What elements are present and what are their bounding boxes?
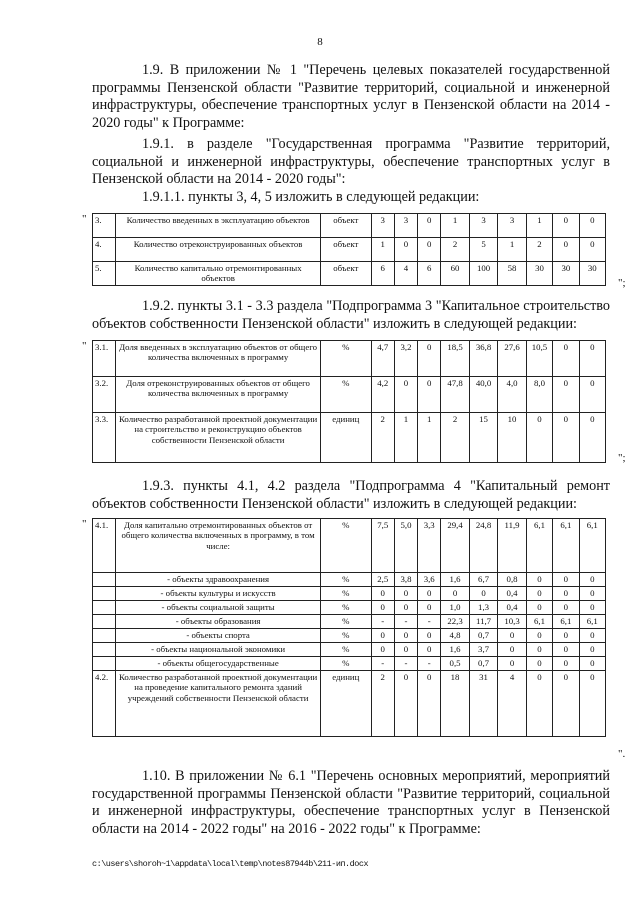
value-cell: 0 <box>553 657 579 671</box>
indicator-name: Количество разработанной проектной документации на строительство и реконструкцию объектов собственности Пензенской области <box>116 413 321 463</box>
table-row <box>93 238 606 262</box>
value-cell: 6 <box>418 262 441 286</box>
value-cell: 0 <box>526 657 552 671</box>
table-row <box>93 629 606 643</box>
row-number: 5. <box>93 262 116 286</box>
value-cell: 1,3 <box>469 601 498 615</box>
table-row <box>93 671 606 737</box>
value-cell: 0 <box>498 643 527 657</box>
unit-cell: % <box>320 377 371 413</box>
value-cell: 0 <box>526 671 552 737</box>
value-cell: 1 <box>498 238 527 262</box>
row-number: 3. <box>93 214 116 238</box>
value-cell: 0 <box>526 413 552 463</box>
value-cell: 4,0 <box>498 377 527 413</box>
table-row <box>93 214 606 238</box>
value-cell: 0 <box>371 601 394 615</box>
value-cell: 4 <box>394 262 417 286</box>
footer-file-path: c:\users\shoroh~1\appdata\local\temp\notes87944b\211-ип.docx <box>92 859 369 869</box>
value-cell: 3,3 <box>418 519 441 573</box>
row-number: 3.1. <box>93 341 116 377</box>
table-row <box>93 573 606 587</box>
value-cell: 0 <box>526 643 552 657</box>
value-cell: 0 <box>553 643 579 657</box>
value-cell: 0 <box>553 238 579 262</box>
value-cell: 0 <box>553 573 579 587</box>
value-cell: 0,7 <box>469 657 498 671</box>
value-cell: 10 <box>498 413 527 463</box>
value-cell: 0 <box>553 671 579 737</box>
value-cell: 0 <box>579 238 605 262</box>
value-cell: 0 <box>498 629 527 643</box>
unit-cell: объект <box>320 238 371 262</box>
value-cell: 5,0 <box>394 519 417 573</box>
value-cell: 18 <box>441 671 470 737</box>
table-row <box>93 601 606 615</box>
value-cell: 0 <box>371 629 394 643</box>
value-cell: 6,1 <box>579 519 605 573</box>
indicator-name: Количество капитально отремонтированных объектов <box>116 262 321 286</box>
value-cell: 0 <box>579 629 605 643</box>
value-cell: 6,1 <box>553 519 579 573</box>
value-cell: 0,8 <box>498 573 527 587</box>
value-cell: 1,6 <box>441 643 470 657</box>
indicator-name: Количество введенных в эксплуатацию объектов <box>116 214 321 238</box>
value-cell: 4,7 <box>371 341 394 377</box>
value-cell: 2 <box>441 238 470 262</box>
row-number <box>93 615 116 629</box>
unit-cell: % <box>320 601 371 615</box>
indicator-name: Доля капитально отремонтированных объектов от общего количества включенных в программу, в том числе: <box>116 519 321 573</box>
value-cell: 0 <box>394 643 417 657</box>
value-cell: 6,1 <box>553 615 579 629</box>
indicator-name: Доля введенных в эксплуатацию объектов от общего количества включенных в программу <box>116 341 321 377</box>
value-cell: 15 <box>469 413 498 463</box>
value-cell: 6,1 <box>526 615 552 629</box>
value-cell: 2 <box>526 238 552 262</box>
value-cell: 0 <box>418 587 441 601</box>
indicator-name: - объекты социальной защиты <box>116 601 321 615</box>
value-cell: 0 <box>526 601 552 615</box>
value-cell: 31 <box>469 671 498 737</box>
value-cell: 0 <box>371 587 394 601</box>
indicator-name: - объекты культуры и искусств <box>116 587 321 601</box>
value-cell: 2 <box>441 413 470 463</box>
value-cell: 0 <box>418 341 441 377</box>
value-cell: 0 <box>526 587 552 601</box>
unit-cell: % <box>320 615 371 629</box>
value-cell: 0 <box>418 214 441 238</box>
indicator-name: - объекты спорта <box>116 629 321 643</box>
value-cell: 47,8 <box>441 377 470 413</box>
row-number: 3.3. <box>93 413 116 463</box>
value-cell: 10,3 <box>498 615 527 629</box>
value-cell: 3,2 <box>394 341 417 377</box>
paragraph-1-9-1: 1.9.1. в разделе "Государственная программа "Развитие территорий, социальной и инженерной инфраструктуры, обеспечение транспортных услуг в Пензенской области на 2014 - 2020 годы": <box>92 136 610 187</box>
value-cell: 0 <box>579 657 605 671</box>
indicator-name: Количество разработанной проектной документации на проведение капитального ремонта зданий учреждений собственности Пензенской области <box>116 671 321 737</box>
value-cell: 30 <box>579 262 605 286</box>
value-cell: 2 <box>371 413 394 463</box>
indicator-name: - объекты образования <box>116 615 321 629</box>
unit-cell: % <box>320 573 371 587</box>
table-row <box>93 341 606 377</box>
value-cell: - <box>371 657 394 671</box>
value-cell: 1,6 <box>441 573 470 587</box>
value-cell: 6 <box>371 262 394 286</box>
value-cell: 0 <box>579 671 605 737</box>
unit-cell: % <box>320 657 371 671</box>
value-cell: - <box>394 615 417 629</box>
value-cell: 29,4 <box>441 519 470 573</box>
unit-cell: % <box>320 519 371 573</box>
table-row <box>93 519 606 573</box>
value-cell: 7,5 <box>371 519 394 573</box>
value-cell: 0 <box>441 587 470 601</box>
value-cell: 100 <box>469 262 498 286</box>
value-cell: 2,5 <box>371 573 394 587</box>
value-cell: 1 <box>418 413 441 463</box>
value-cell: 0 <box>394 238 417 262</box>
value-cell: 10,5 <box>526 341 552 377</box>
value-cell: 1 <box>371 238 394 262</box>
row-number <box>93 601 116 615</box>
indicator-name: Количество отреконструированных объектов <box>116 238 321 262</box>
value-cell: 0 <box>394 601 417 615</box>
quote-open-3: " <box>82 518 87 530</box>
unit-cell: % <box>320 587 371 601</box>
value-cell: 0 <box>579 341 605 377</box>
value-cell: 3,7 <box>469 643 498 657</box>
value-cell: 0 <box>394 377 417 413</box>
value-cell: 11,9 <box>498 519 527 573</box>
value-cell: 0 <box>526 629 552 643</box>
value-cell: 0 <box>553 629 579 643</box>
value-cell: 3,8 <box>394 573 417 587</box>
table-2 <box>92 340 606 463</box>
value-cell: 0 <box>394 587 417 601</box>
value-cell: 1 <box>441 214 470 238</box>
value-cell: 27,6 <box>498 341 527 377</box>
row-number <box>93 657 116 671</box>
value-cell: 3 <box>394 214 417 238</box>
indicator-name: Доля отреконструированных объектов от общего количества включенных в программу <box>116 377 321 413</box>
value-cell: 4,8 <box>441 629 470 643</box>
quote-close-3: ". <box>618 748 626 760</box>
value-cell: 0 <box>371 643 394 657</box>
table-row <box>93 587 606 601</box>
quote-close-1: "; <box>618 277 626 289</box>
indicator-name: - объекты общегосударственные <box>116 657 321 671</box>
unit-cell: % <box>320 629 371 643</box>
row-number <box>93 587 116 601</box>
value-cell: 40,0 <box>469 377 498 413</box>
quote-open-2: " <box>82 340 87 352</box>
value-cell: 0 <box>579 377 605 413</box>
row-number <box>93 629 116 643</box>
row-number: 4.1. <box>93 519 116 573</box>
value-cell: 0 <box>526 573 552 587</box>
value-cell: 5 <box>469 238 498 262</box>
value-cell: 6,1 <box>526 519 552 573</box>
row-number <box>93 573 116 587</box>
value-cell: 60 <box>441 262 470 286</box>
value-cell: 0 <box>418 671 441 737</box>
value-cell: 1 <box>394 413 417 463</box>
value-cell: 0 <box>553 587 579 601</box>
table-row <box>93 657 606 671</box>
paragraph-1-9: 1.9. В приложении № 1 "Перечень целевых показателей государственной программы Пензенской области "Развитие территорий, социальной и инженерной инфраструктуры, обеспечение транспортных услуг в Пензенской области на 2014 - 2020 годы" к Программе: <box>92 62 610 131</box>
indicator-name: - объекты здравоохранения <box>116 573 321 587</box>
value-cell: 0 <box>418 629 441 643</box>
row-number <box>93 643 116 657</box>
value-cell: 0 <box>498 657 527 671</box>
value-cell: 8,0 <box>526 377 552 413</box>
value-cell: 30 <box>526 262 552 286</box>
table-row <box>93 377 606 413</box>
quote-close-2: "; <box>618 452 626 464</box>
quote-open-1: " <box>82 213 87 225</box>
unit-cell: % <box>320 341 371 377</box>
value-cell: 24,8 <box>469 519 498 573</box>
value-cell: 3 <box>371 214 394 238</box>
value-cell: - <box>371 615 394 629</box>
paragraph-1-10: 1.10. В приложении № 6.1 "Перечень основных мероприятий, мероприятий государственной программы Пензенской области "Развитие территорий, социальной и инженерной инфраструктуры, обеспечение транспортных услуг в Пензенской области на 2014 - 2022 годы" на 2016 - 2022 годы" к Программе: <box>92 768 610 837</box>
value-cell: 0 <box>418 643 441 657</box>
value-cell: 0 <box>553 413 579 463</box>
value-cell: 6,1 <box>579 615 605 629</box>
row-number: 4.2. <box>93 671 116 737</box>
value-cell: 0,4 <box>498 601 527 615</box>
value-cell: 2 <box>371 671 394 737</box>
value-cell: 0,5 <box>441 657 470 671</box>
value-cell: 22,3 <box>441 615 470 629</box>
value-cell: 30 <box>553 262 579 286</box>
unit-cell: объект <box>320 214 371 238</box>
value-cell: - <box>394 657 417 671</box>
indicator-name: - объекты национальной экономики <box>116 643 321 657</box>
value-cell: 0 <box>579 587 605 601</box>
value-cell: - <box>418 615 441 629</box>
value-cell: 0 <box>418 601 441 615</box>
value-cell: 0 <box>553 341 579 377</box>
table-3 <box>92 518 606 737</box>
value-cell: 4,2 <box>371 377 394 413</box>
table-1 <box>92 213 606 286</box>
value-cell: 0 <box>418 238 441 262</box>
value-cell: 0 <box>579 643 605 657</box>
table-row <box>93 413 606 463</box>
value-cell: 0 <box>579 573 605 587</box>
value-cell: 36,8 <box>469 341 498 377</box>
value-cell: 4 <box>498 671 527 737</box>
table-row <box>93 615 606 629</box>
value-cell: 3,6 <box>418 573 441 587</box>
table-row <box>93 643 606 657</box>
unit-cell: объект <box>320 262 371 286</box>
value-cell: 0 <box>553 214 579 238</box>
value-cell: 3 <box>498 214 527 238</box>
value-cell: 0 <box>394 671 417 737</box>
page-number: 8 <box>317 36 323 48</box>
paragraph-1-9-1-1: 1.9.1.1. пункты 3, 4, 5 изложить в следующей редакции: <box>142 189 480 205</box>
value-cell: 1 <box>526 214 552 238</box>
unit-cell: единиц <box>320 671 371 737</box>
value-cell: 0 <box>553 601 579 615</box>
value-cell: 0 <box>469 587 498 601</box>
row-number: 4. <box>93 238 116 262</box>
unit-cell: единиц <box>320 413 371 463</box>
unit-cell: % <box>320 643 371 657</box>
value-cell: 3 <box>469 214 498 238</box>
value-cell: 0 <box>418 377 441 413</box>
paragraph-1-9-3: 1.9.3. пункты 4.1, 4.2 раздела "Подпрограмма 4 "Капитальный ремонт объектов собственности Пензенской области" изложить в следующей редакции: <box>92 478 610 512</box>
table-row <box>93 262 606 286</box>
value-cell: 0,7 <box>469 629 498 643</box>
value-cell: 11,7 <box>469 615 498 629</box>
value-cell: 1,0 <box>441 601 470 615</box>
value-cell: 6,7 <box>469 573 498 587</box>
value-cell: 0 <box>394 629 417 643</box>
value-cell: 0,4 <box>498 587 527 601</box>
value-cell: 0 <box>553 377 579 413</box>
value-cell: 58 <box>498 262 527 286</box>
value-cell: 0 <box>579 413 605 463</box>
value-cell: - <box>418 657 441 671</box>
value-cell: 0 <box>579 601 605 615</box>
value-cell: 18,5 <box>441 341 470 377</box>
value-cell: 0 <box>579 214 605 238</box>
paragraph-1-9-2: 1.9.2. пункты 3.1 - 3.3 раздела "Подпрограмма 3 "Капитальное строительство объектов собственности Пензенской области" изложить в следующей редакции: <box>92 298 610 332</box>
row-number: 3.2. <box>93 377 116 413</box>
